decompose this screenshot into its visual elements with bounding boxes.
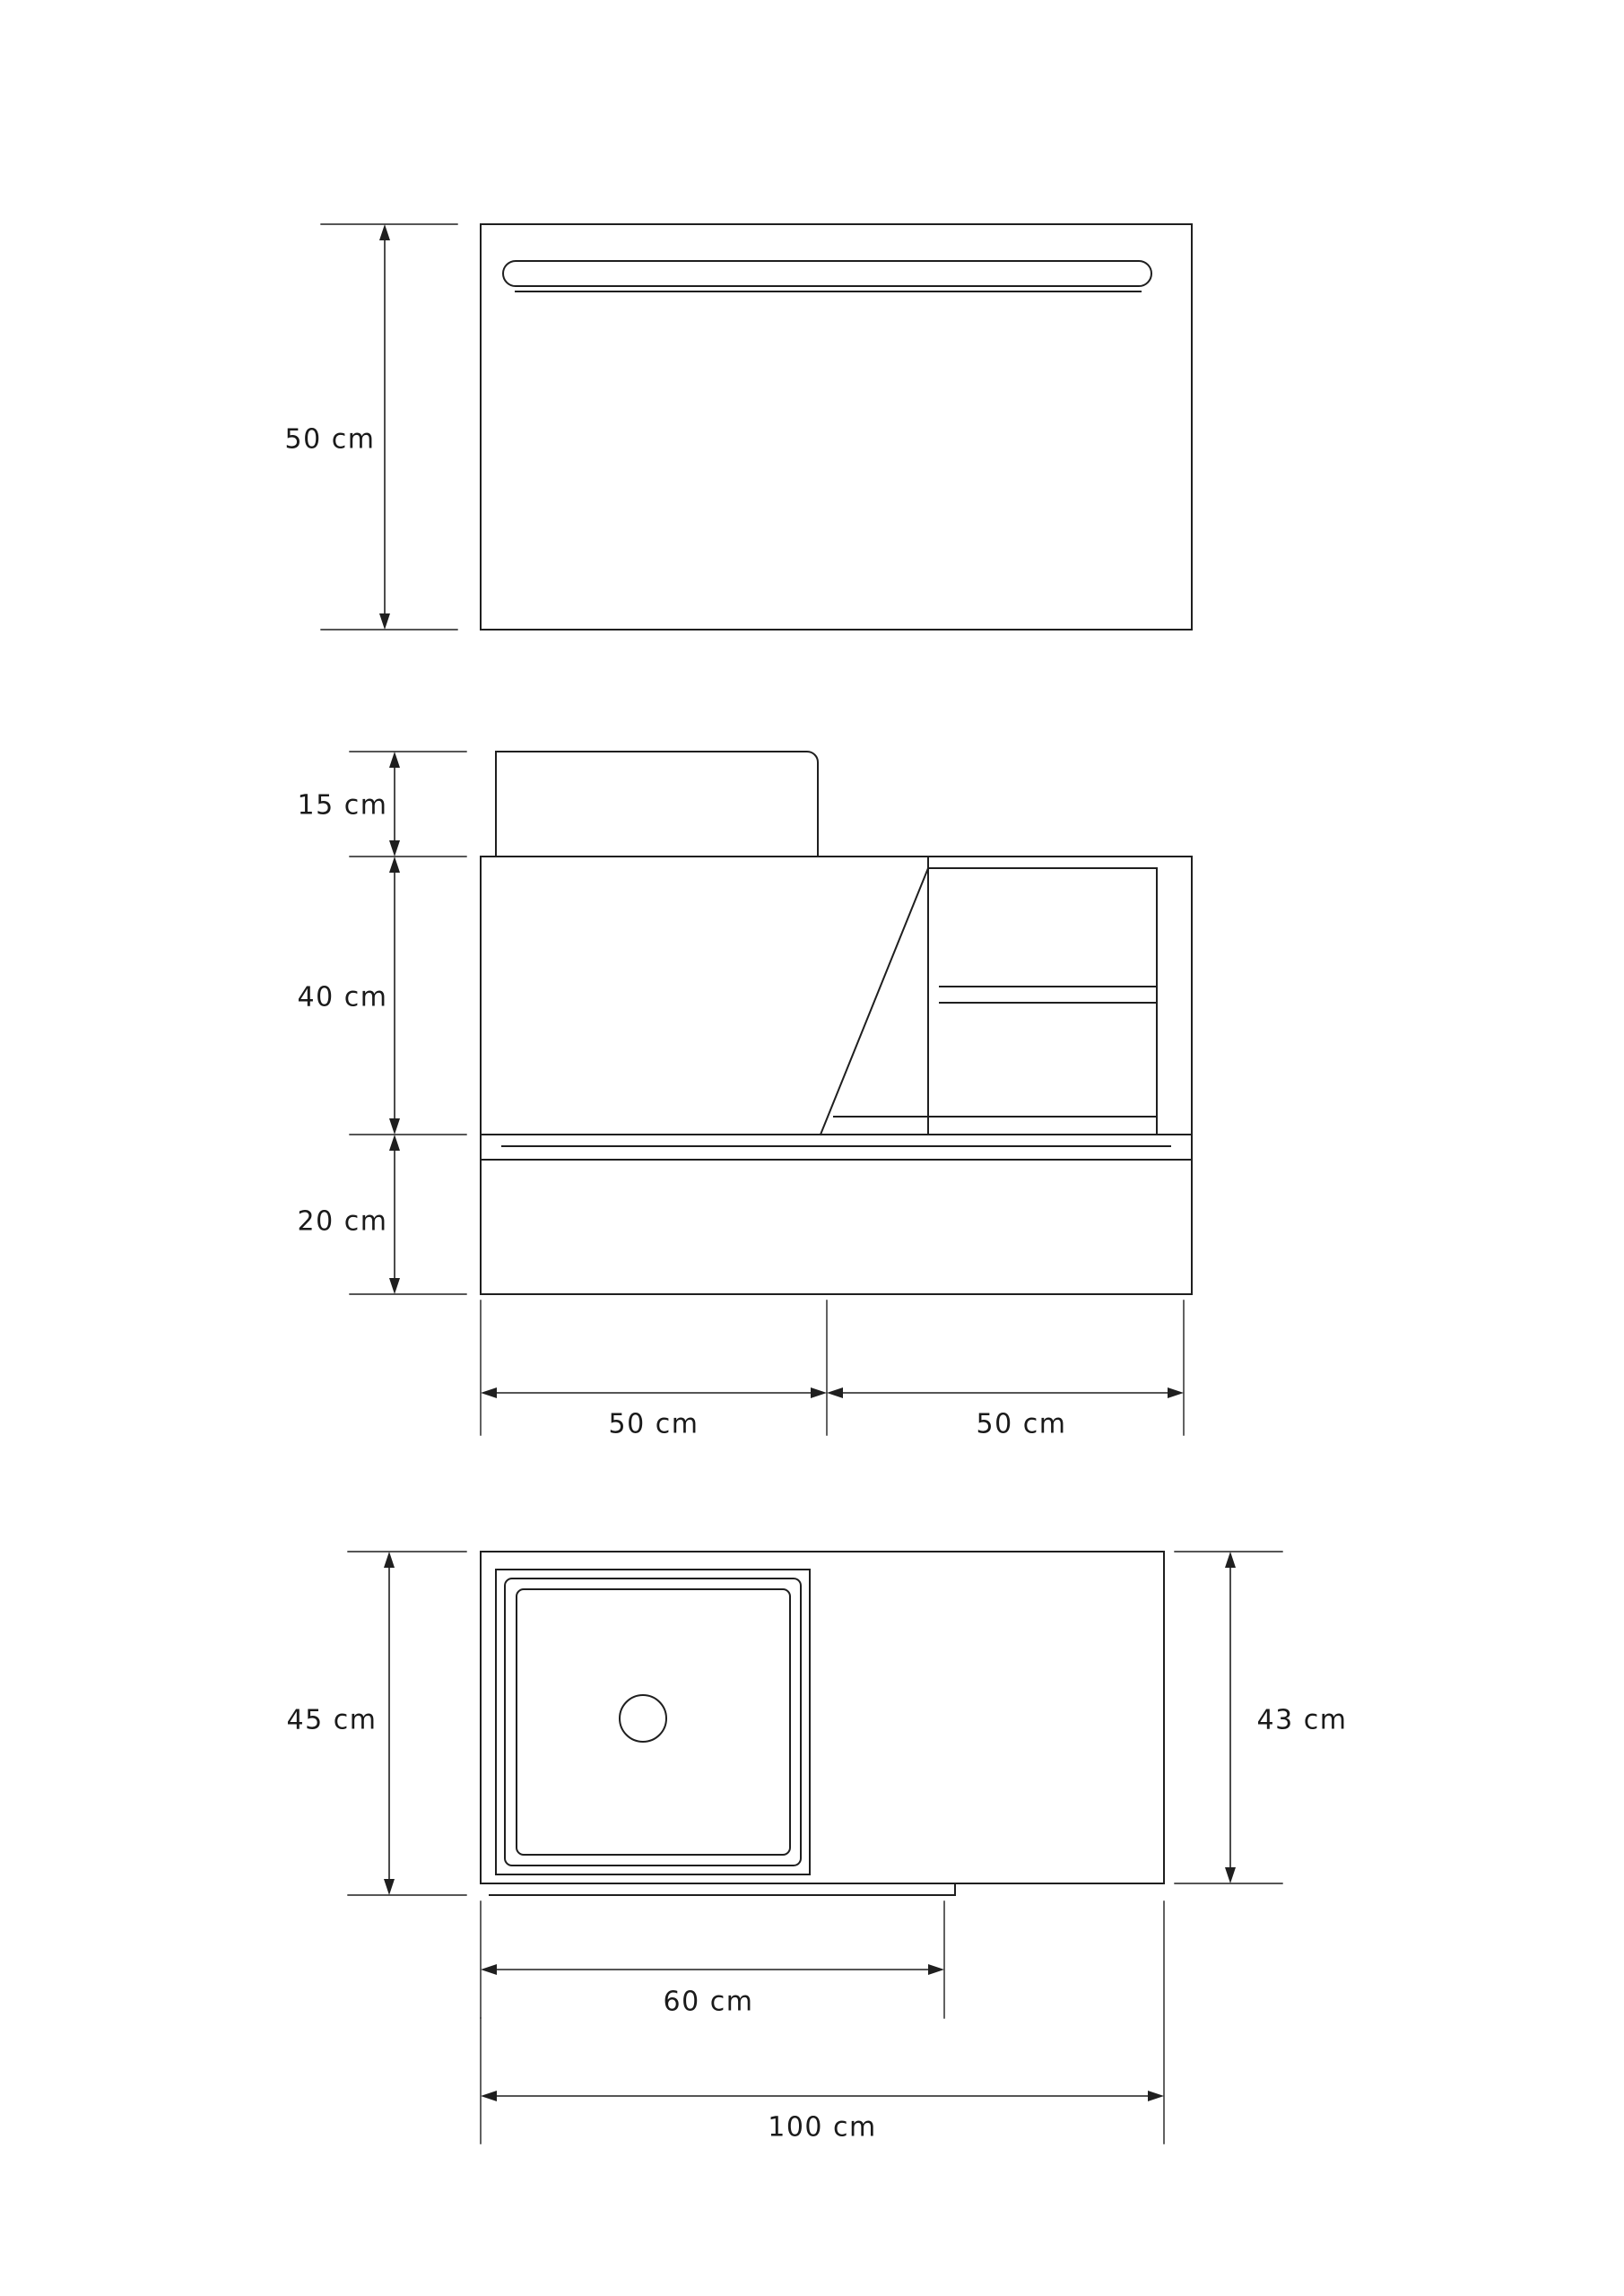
cabinet-height-dimension	[389, 857, 400, 1135]
dimension-label-basin-height: 15 cm	[297, 789, 388, 822]
counter-outline	[481, 1552, 1164, 1883]
drain-hole	[620, 1695, 666, 1742]
dimension-label-left-width: 50 cm	[608, 1408, 699, 1440]
dimension-label-mirror-height: 50 cm	[284, 423, 376, 456]
plan-view	[481, 1552, 1164, 1895]
plan-depth-right-dimension	[1225, 1552, 1236, 1883]
mirror-front-view	[481, 224, 1192, 630]
dimension-label-cabinet-height: 40 cm	[297, 981, 388, 1013]
right-width-dimension	[827, 1387, 1184, 1398]
basin-width-dimension	[481, 1964, 944, 1975]
basin-height-dimension	[389, 752, 400, 857]
dimension-label-plan-depth-left: 45 cm	[286, 1704, 378, 1736]
drawer-front	[481, 1160, 1192, 1294]
dimension-label-plan-depth-right: 43 cm	[1256, 1704, 1348, 1736]
diagonal-panel	[821, 868, 928, 1135]
plan-depth-left-dimension	[384, 1552, 395, 1895]
cabinet-width-extensions	[481, 1300, 1184, 1435]
cabinet-body	[481, 857, 1192, 1135]
mirror-panel	[481, 224, 1192, 630]
basin-inner	[517, 1589, 790, 1855]
basin-outer	[496, 1570, 810, 1874]
dimension-label-total-width: 100 cm	[768, 2111, 877, 2144]
dimension-label-drawer-height: 20 cm	[297, 1205, 388, 1238]
total-width-dimension	[481, 2091, 1164, 2101]
left-width-dimension	[481, 1387, 827, 1398]
cabinet-front-view	[481, 752, 1192, 1294]
total-width-extensions	[481, 1901, 1164, 2144]
basin-rim	[505, 1578, 801, 1866]
mirror-height-dimension	[379, 224, 390, 630]
basin-block	[496, 752, 818, 857]
mirror-light-strip	[503, 261, 1151, 286]
drawer-height-dimension	[389, 1135, 400, 1294]
dimension-label-basin-width: 60 cm	[663, 1986, 754, 2018]
dimension-label-right-width: 50 cm	[976, 1408, 1067, 1440]
